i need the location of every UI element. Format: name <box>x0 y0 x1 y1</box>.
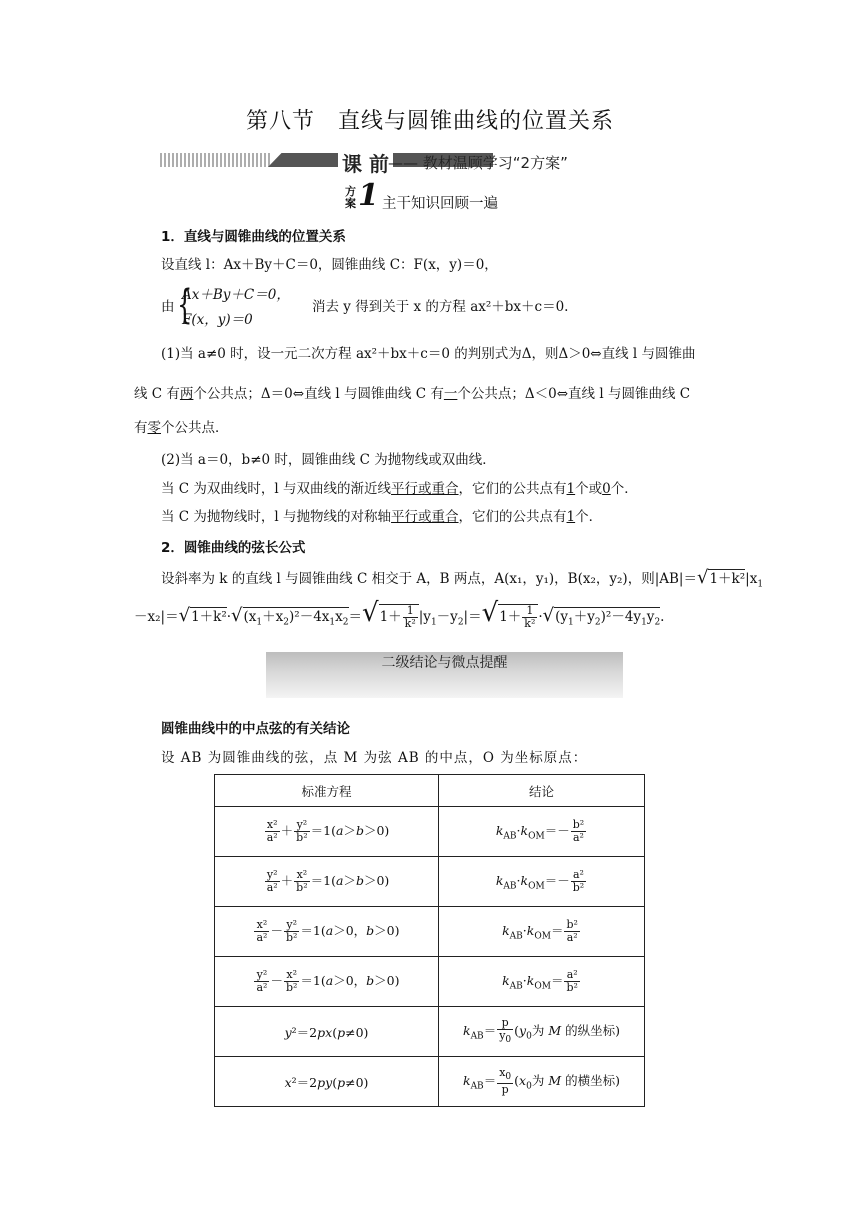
sqrt-sign: √ <box>231 605 243 626</box>
para4-post: 个． <box>575 509 603 525</box>
section1-line1: 设直线 l：Ax＋By＋C＝0，圆锥曲线 C：F(x，y)＝0， <box>161 257 498 273</box>
chord-sqrt-5: 1＋ $\frac{1}{\text{k²}}$ <box>498 604 538 630</box>
para1-line2-mid: 个公共点；Δ＝0⇔直线 l 与圆锥曲线 C 有 <box>193 386 444 402</box>
para1-answer-two: 两 <box>179 386 194 402</box>
table-cell-result: $k_{AB}\cdot k_{OM}=$ $\frac{\text{b²}}{\text{a²}}$ <box>439 907 645 957</box>
para3-answer-parallel: 平行或重合 <box>391 481 459 497</box>
table-row <box>215 1057 645 1107</box>
para4 <box>161 508 602 526</box>
section-banner <box>160 150 630 174</box>
banner-subtitle: —— 教材温顾学习“2方案” <box>388 154 568 172</box>
para4-mid: ，它们的公共点有 <box>458 509 567 525</box>
table-cell-result: $k_{AB}\cdot k_{OM}=$ $\frac{\text{a²}}{\text{b²}}$ <box>439 957 645 1007</box>
system-brace: { <box>177 282 193 328</box>
para4-answer-1: 1 <box>566 509 576 525</box>
sqrt-sign: √ <box>481 598 499 628</box>
para3-answer-1: 1 <box>566 481 576 497</box>
system-eq1: Ax＋By＋C＝0， <box>182 287 290 303</box>
table-header-row <box>215 775 645 807</box>
system-eq2: F(x，y)＝0 <box>182 312 253 328</box>
section1-heading: 1．直线与圆锥曲线的位置关系 <box>161 229 346 245</box>
para1-line2-pre: 线 C 有 <box>134 386 180 402</box>
sqrt-sign: √ <box>362 598 379 628</box>
para1-line2-post: 个公共点；Δ＜0⇔直线 l 与圆锥曲线 C <box>457 386 691 402</box>
para2: (2)当 a＝0，b≠0 时，圆锥曲线 C 为抛物线或双曲线． <box>161 452 496 468</box>
system-eliminate: 消去 y 得到关于 x 的方程 ax²＋bx＋c＝0. <box>312 299 569 315</box>
fraction: $\frac{1}{\text{k²}}$ <box>404 604 416 630</box>
fangan-text: 主干知识回顾一遍 <box>382 196 498 212</box>
chord-sqrt-3: $(x_1+x_2)^2-4x_1x_2$ <box>243 607 349 632</box>
table-cell-result: $k_{AB}\cdot k_{OM}=-$ $\frac{\text{b²}}{\text{a²}}$ <box>439 807 645 857</box>
fangan-label: 方案 <box>345 185 356 210</box>
banner-dotted-bar <box>160 153 270 167</box>
chord-sqrt-2: 1＋k² <box>191 609 227 625</box>
para3-mid: ，它们的公共点有 <box>458 481 567 497</box>
para3-answer-0: 0 <box>602 481 611 497</box>
para4-answer-parallel: 平行或重合 <box>391 509 459 525</box>
para1-line3-pre: 有 <box>134 420 148 436</box>
table-header: 标准方程 <box>215 775 439 807</box>
sqrt-sign: √ <box>696 567 709 588</box>
para4-pre: 当 C 为抛物线时，l 与抛物线的对称轴 <box>161 509 392 525</box>
table-row <box>215 907 645 957</box>
section2-heading: 2．圆锥曲线的弦长公式 <box>161 540 306 556</box>
gray-banner-title: 二级结论与微点提醒 <box>381 655 508 671</box>
table-row <box>215 807 645 857</box>
para1-line1: (1)当 a≠0 时，设一元二次方程 ax²＋bx＋c＝0 的判别式为Δ，则Δ＞0⇔直线 l 与圆锥曲 <box>161 346 696 362</box>
banner-keqian: 课 前 <box>338 148 393 177</box>
table-row <box>215 857 645 907</box>
section3-heading: 圆锥曲线中的中点弦的有关结论 <box>161 721 350 737</box>
para3-mid2: 个或 <box>575 481 603 497</box>
page-title: 第八节 直线与圆锥曲线的位置关系 <box>245 109 614 134</box>
sqrt-sign: √ <box>542 605 555 626</box>
chord-line2-text: －x₂|＝ <box>134 609 179 625</box>
table-header: 结论 <box>439 775 645 807</box>
table-cell-result: $k_{AB}=$ $\frac{p}{y_0}$ ($y_0$为 M 的纵坐标) <box>439 1007 645 1057</box>
chord-sqrt-1: 1＋k² <box>709 571 746 587</box>
table-cell-equation: $\frac{\text{y²}}{\text{a²}}$ － $\frac{\text{x²}}{\text{b²}}$ ＝1(a＞0，b＞0) <box>215 957 439 1007</box>
table-row <box>215 1007 645 1057</box>
para1-line3 <box>134 419 229 437</box>
sqrt-sign: √ <box>178 605 191 626</box>
fraction: $\frac{1}{\text{k²}}$ <box>524 604 536 630</box>
chord-line1-text: 设斜率为 k 的直线 l 与圆锥曲线 C 相交于 A，B 两点，A(x₁，y₁)，B(x₂，y₂)，则|AB|＝ <box>161 571 697 587</box>
table-cell-equation: y²＝2px(p≠0) <box>215 1007 439 1057</box>
para3-pre: 当 C 为双曲线时，l 与双曲线的渐近线 <box>161 481 392 497</box>
chord-line2: $-x_2|=√1+k^2\cdot√(x_1+x_2)^2-4x_1x_2=√1+$ $\frac{1}{\text{k²}}$ $|y_1-y_2|=√1+$ $\frac{1}{\text{k²}}$ $\cdot√(y_1+y_2)^2-4y_1y_2$. <box>134 598 665 630</box>
para1-line3-post: 个公共点． <box>161 420 229 436</box>
para1-answer-zero: 零 <box>147 420 161 436</box>
table-cell-equation: $\frac{\text{x²}}{\text{a²}}$ － $\frac{\text{y²}}{\text{b²}}$ ＝1(a＞0，b＞0) <box>215 907 439 957</box>
chord-sqrt-4: 1＋ $\frac{1}{\text{k²}}$ <box>379 604 419 630</box>
table-cell-result: $k_{AB}=$ $\frac{x_0}{p}$ ($x_0$为 M 的横坐标) <box>439 1057 645 1107</box>
section3-intro: 设 AB 为圆锥曲线的弦，点 M 为弦 AB 的中点，O 为坐标原点： <box>161 750 588 766</box>
para1-line2 <box>134 385 690 403</box>
para3 <box>161 480 638 498</box>
table-cell-result: $k_{AB}\cdot k_{OM}=-$ $\frac{\text{a²}}{\text{b²}}$ <box>439 857 645 907</box>
table-cell-equation: $\frac{\text{y²}}{\text{a²}}$ ＋ $\frac{\text{x²}}{\text{b²}}$ ＝1(a＞b＞0) <box>215 857 439 907</box>
conclusion-table <box>214 774 645 1107</box>
para3-post: 个． <box>610 481 638 497</box>
chord-sqrt-6: $(y_1+y_2)^2-4y_1y_2$ <box>554 607 660 632</box>
table-row <box>215 957 645 1007</box>
table-cell-equation: $\frac{\text{x²}}{\text{a²}}$ ＋ $\frac{\text{y²}}{\text{b²}}$ ＝1(a＞b＞0) <box>215 807 439 857</box>
para1-answer-one: 一 <box>443 386 458 402</box>
fangan-number: 1 <box>358 178 379 213</box>
system-you: 由 <box>161 299 175 315</box>
chord-line1: 设斜率为 k 的直线 l 与圆锥曲线 C 相交于 A，B 两点，A(x₁，y₁)，B(x₂，y₂)，则$|AB|=√1+k^2|x_1$ <box>161 567 764 590</box>
table-cell-equation: x²＝2py(p≠0) <box>215 1057 439 1107</box>
gray-banner <box>266 652 623 698</box>
